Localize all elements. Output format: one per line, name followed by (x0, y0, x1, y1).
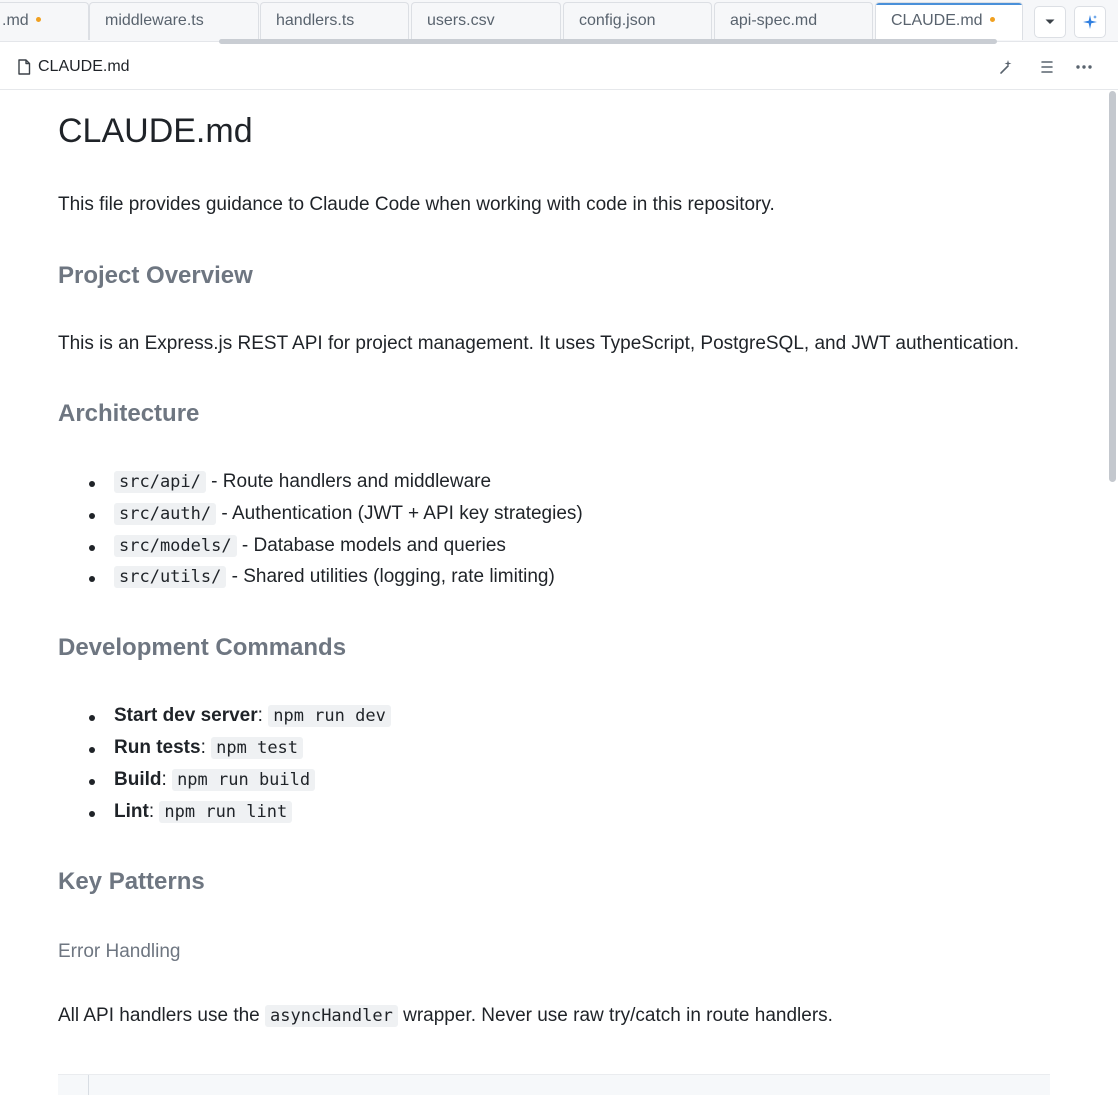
separator: : (161, 769, 173, 790)
heading-architecture: Architecture (58, 400, 200, 427)
text: All API handlers use the (58, 1005, 266, 1026)
modified-dot (36, 17, 41, 22)
magic-wand-icon (997, 58, 1015, 76)
tab-label: users.csv (427, 12, 495, 29)
heading-development-commands: Development Commands (58, 634, 347, 661)
text: wrapper. Never use raw try/catch in route handlers. (397, 1005, 833, 1026)
list-item (114, 705, 391, 727)
separator: : (200, 737, 212, 758)
separator: : (148, 801, 160, 822)
magic-wand-button[interactable] (995, 56, 1017, 78)
sparkle-icon (1082, 14, 1098, 30)
list-item (114, 503, 583, 525)
code-block (58, 1074, 1050, 1095)
outline-button[interactable] (1036, 56, 1058, 78)
ai-assistant-button[interactable] (1074, 6, 1106, 38)
error-handling-paragraph (58, 1005, 833, 1027)
vertical-scrollbar[interactable] (1109, 91, 1116, 482)
inline-code: src/api/ (114, 471, 206, 493)
heading-project-overview: Project Overview (58, 262, 253, 289)
tab-api-spec-md[interactable] (714, 2, 873, 40)
list-item (114, 535, 506, 557)
list-item-text: - Route handlers and middleware (205, 471, 492, 492)
inline-code: asyncHandler (265, 1005, 398, 1027)
tab-label: api-spec.md (730, 12, 818, 29)
inline-code: npm run dev (268, 705, 391, 727)
more-options-button[interactable] (1073, 56, 1095, 78)
modified-dot (990, 17, 995, 22)
tab-config-json[interactable] (563, 2, 712, 40)
command-label: Lint (114, 801, 149, 822)
separator: : (257, 705, 269, 726)
tab-label: handlers.ts (276, 12, 355, 29)
tab-claude-md[interactable] (875, 2, 1023, 40)
tab-label: middleware.ts (105, 12, 204, 29)
inline-code: src/utils/ (114, 566, 226, 588)
tab-users-csv[interactable] (411, 2, 561, 40)
list-item-text: - Authentication (JWT + API key strategies) (216, 503, 583, 524)
tab-overflow-button[interactable] (1034, 6, 1066, 38)
inline-code: npm test (211, 737, 303, 759)
intro-paragraph: This file provides guidance to Claude Code when working with code in this repository. (58, 194, 775, 215)
inline-code: npm run build (172, 769, 315, 791)
list-item (114, 801, 292, 823)
overview-paragraph: This is an Express.js REST API for project management. It uses TypeScript, PostgreSQL, and JWT authentication. (58, 333, 1020, 354)
file-icon (17, 59, 31, 75)
list-item-text: - Database models and queries (236, 535, 506, 556)
inline-code: src/models/ (114, 535, 237, 557)
tab-label: config.json (579, 12, 656, 29)
tab-middleware-ts[interactable] (89, 2, 259, 40)
tab-strip (0, 0, 1118, 42)
tab-label: .md (2, 12, 29, 29)
file-header (0, 44, 1118, 90)
command-label: Build (114, 769, 162, 790)
inline-code: src/auth/ (114, 503, 216, 525)
list-item-text: - Shared utilities (logging, rate limiting) (226, 566, 555, 587)
file-name: CLAUDE.md (38, 58, 130, 75)
more-icon (1075, 64, 1093, 70)
list-item (114, 471, 491, 493)
list-item (114, 769, 315, 791)
heading-key-patterns: Key Patterns (58, 868, 205, 895)
list-item (114, 737, 303, 759)
tab-md[interactable] (0, 2, 89, 40)
doc-title: CLAUDE.md (58, 112, 253, 150)
list-icon (1039, 60, 1055, 74)
heading-error-handling: Error Handling (58, 941, 181, 962)
inline-code: npm run lint (159, 801, 292, 823)
command-label: Run tests (114, 737, 201, 758)
list-item (114, 566, 555, 588)
command-label: Start dev server (114, 705, 258, 726)
tab-handlers-ts[interactable] (260, 2, 409, 40)
chevron-down-icon (1044, 18, 1056, 26)
tab-label: CLAUDE.md (891, 12, 983, 29)
